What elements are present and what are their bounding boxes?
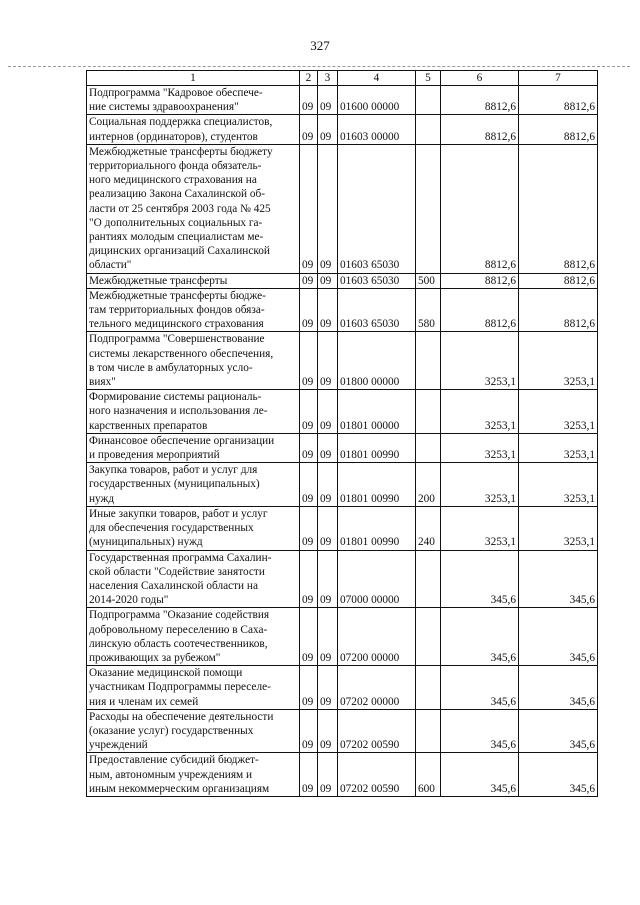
column-header-6: 6: [441, 71, 519, 86]
section-code-cell: 09: [300, 753, 318, 797]
row-name-line: виях": [89, 376, 116, 389]
row-name-line: Межбюджетные трансферты бюджету: [89, 145, 273, 158]
table-row: [87, 144, 598, 273]
row-name-line: карственных препаратов: [89, 419, 208, 432]
row-name-cell: [87, 709, 300, 753]
row-name-line: проживающих за рубежом": [89, 651, 221, 664]
target-article-cell: 01603 65030: [338, 273, 416, 288]
section-code-cell: 09: [300, 86, 318, 115]
amount-col6-cell: 345,6: [441, 709, 519, 753]
column-header-row: [87, 71, 598, 86]
row-name-line: интернов (ординаторов), студентов: [89, 130, 258, 143]
subsection-code-cell: 09: [318, 332, 338, 390]
target-article-cell: 07202 00590: [338, 753, 416, 797]
amount-col7-cell: 3253,1: [519, 390, 598, 434]
row-name-line: населения Сахалинской области на: [89, 579, 258, 592]
row-name-cell: [87, 332, 300, 390]
subsection-code-cell: 09: [318, 144, 338, 273]
row-name-line: Предоставление субсидий бюджет-: [89, 754, 259, 767]
amount-col6-cell: 8812,6: [441, 144, 519, 273]
table-body: [87, 86, 598, 797]
target-article-cell: 01603 65030: [338, 288, 416, 332]
expense-type-cell: [416, 608, 441, 666]
row-name-cell: [87, 463, 300, 507]
section-code-cell: 09: [300, 115, 318, 144]
amount-col6-cell: 8812,6: [441, 288, 519, 332]
column-header-5: 5: [416, 71, 441, 86]
row-name-line: Финансовое обеспечение организации: [89, 434, 275, 447]
row-name-line: ской области "Содействие занятости: [89, 565, 265, 578]
row-name-line: Оказание медицинской помощи: [89, 667, 243, 680]
amount-col7-cell: 345,6: [519, 550, 598, 608]
row-name-line: ного медицинского страхования на: [89, 174, 257, 187]
row-name-line: рантиях молодым специалистам ме-: [89, 231, 264, 244]
target-article-cell: 01801 00990: [338, 433, 416, 462]
row-name-line: ния и членам их семей: [89, 695, 199, 708]
subsection-code-cell: 09: [318, 753, 338, 797]
amount-col6-cell: 3253,1: [441, 433, 519, 462]
row-name-line: Государственная программа Сахалин-: [89, 551, 272, 564]
section-code-cell: 09: [300, 288, 318, 332]
row-name-line: ным, автономным учреждениям и: [89, 768, 253, 781]
subsection-code-cell: 09: [318, 666, 338, 710]
amount-col7-cell: 8812,6: [519, 144, 598, 273]
expense-type-cell: 240: [416, 506, 441, 550]
amount-col6-cell: 3253,1: [441, 506, 519, 550]
table-row: [87, 273, 598, 288]
target-article-cell: 07202 00000: [338, 666, 416, 710]
table-row: [87, 332, 598, 390]
target-article-cell: 01801 00990: [338, 463, 416, 507]
subsection-code-cell: 09: [318, 550, 338, 608]
row-name-line: ласти от 25 сентября 2003 года № 425: [89, 202, 271, 215]
table-row: [87, 86, 598, 115]
amount-col7-cell: 8812,6: [519, 288, 598, 332]
subsection-code-cell: 09: [318, 288, 338, 332]
row-name-line: нужд: [89, 492, 115, 505]
expense-type-cell: [416, 86, 441, 115]
column-header-7: 7: [519, 71, 598, 86]
row-name-line: Подпрограмма "Совершенствование: [89, 333, 265, 346]
row-name-line: "О дополнительных социальных га-: [89, 216, 263, 229]
target-article-cell: 01603 65030: [338, 144, 416, 273]
amount-col7-cell: 345,6: [519, 608, 598, 666]
subsection-code-cell: 09: [318, 608, 338, 666]
expense-type-cell: [416, 709, 441, 753]
subsection-code-cell: 09: [318, 390, 338, 434]
target-article-cell: 07202 00590: [338, 709, 416, 753]
row-name-line: Межбюджетные трансферты: [89, 274, 228, 287]
amount-col6-cell: 345,6: [441, 753, 519, 797]
amount-col6-cell: 8812,6: [441, 273, 519, 288]
row-name-line: Иные закупки товаров, работ и услуг: [89, 507, 268, 520]
row-name-cell: [87, 288, 300, 332]
row-name-cell: [87, 433, 300, 462]
column-header-2: 2: [300, 71, 318, 86]
row-name-cell: [87, 86, 300, 115]
budget-table: [86, 70, 598, 797]
header-divider: [8, 66, 630, 67]
row-name-line: и проведения мероприятий: [89, 449, 220, 462]
table-row: [87, 550, 598, 608]
subsection-code-cell: 09: [318, 709, 338, 753]
amount-col6-cell: 3253,1: [441, 390, 519, 434]
row-name-line: в том числе в амбулаторных усло-: [89, 361, 253, 374]
amount-col7-cell: 8812,6: [519, 115, 598, 144]
expense-type-cell: 580: [416, 288, 441, 332]
table-row: [87, 463, 598, 507]
expense-type-cell: [416, 550, 441, 608]
row-name-line: линскую область соотечественников,: [89, 637, 268, 650]
row-name-line: системы лекарственного обеспечения,: [89, 347, 274, 360]
column-header-4: 4: [338, 71, 416, 86]
table-row: [87, 288, 598, 332]
table-row: [87, 709, 598, 753]
target-article-cell: 01600 00000: [338, 86, 416, 115]
row-name-cell: [87, 753, 300, 797]
amount-col7-cell: 3253,1: [519, 332, 598, 390]
column-header-3: 3: [318, 71, 338, 86]
target-article-cell: 01800 00000: [338, 332, 416, 390]
amount-col7-cell: 345,6: [519, 753, 598, 797]
amount-col6-cell: 3253,1: [441, 463, 519, 507]
target-article-cell: 07000 00000: [338, 550, 416, 608]
target-article-cell: 01801 00000: [338, 390, 416, 434]
table-row: [87, 433, 598, 462]
row-name-line: 2014-2020 годы": [89, 594, 169, 607]
row-name-line: государственных (муниципальных): [89, 478, 260, 491]
row-name-cell: [87, 144, 300, 273]
page-number: 327: [310, 38, 330, 53]
amount-col6-cell: 3253,1: [441, 332, 519, 390]
row-name-line: ние системы здравоохранения": [89, 101, 239, 114]
row-name-line: Подпрограмма "Кадровое обеспече-: [89, 87, 263, 99]
amount-col6-cell: 345,6: [441, 608, 519, 666]
row-name-line: там территориальных фондов обяза-: [89, 304, 265, 317]
row-name-cell: [87, 666, 300, 710]
row-name-line: Подпрограмма "Оказание содействия: [89, 609, 270, 622]
row-name-line: Межбюджетные трансферты бюдже-: [89, 289, 266, 302]
subsection-code-cell: 09: [318, 86, 338, 115]
amount-col6-cell: 345,6: [441, 550, 519, 608]
target-article-cell: 07200 00000: [338, 608, 416, 666]
row-name-line: участникам Подпрограммы переселе-: [89, 681, 271, 694]
row-name-cell: [87, 115, 300, 144]
table-row: [87, 390, 598, 434]
expense-type-cell: [416, 144, 441, 273]
row-name-cell: [87, 608, 300, 666]
section-code-cell: 09: [300, 506, 318, 550]
row-name-line: области": [89, 259, 132, 272]
target-article-cell: 01603 00000: [338, 115, 416, 144]
amount-col7-cell: 3253,1: [519, 433, 598, 462]
row-name-line: дицинских организаций Сахалинской: [89, 245, 270, 258]
amount-col6-cell: 345,6: [441, 666, 519, 710]
target-article-cell: 01801 00990: [338, 506, 416, 550]
subsection-code-cell: 09: [318, 115, 338, 144]
expense-type-cell: [416, 390, 441, 434]
row-name-line: Расходы на обеспечение деятельности: [89, 710, 274, 723]
amount-col7-cell: 3253,1: [519, 506, 598, 550]
section-code-cell: 09: [300, 463, 318, 507]
row-name-line: (оказание услуг) государственных: [89, 724, 254, 737]
amount-col6-cell: 8812,6: [441, 115, 519, 144]
section-code-cell: 09: [300, 390, 318, 434]
expense-type-cell: [416, 332, 441, 390]
row-name-cell: [87, 273, 300, 288]
amount-col7-cell: 8812,6: [519, 86, 598, 115]
row-name-line: (муниципальных) нужд: [89, 536, 203, 549]
subsection-code-cell: 09: [318, 506, 338, 550]
expense-type-cell: [416, 433, 441, 462]
row-name-line: добровольному переселению в Саха-: [89, 623, 268, 636]
row-name-line: территориального фонда обязатель-: [89, 160, 262, 173]
row-name-line: для обеспечения государственных: [89, 522, 254, 535]
row-name-line: иным некоммерческим организациям: [89, 782, 270, 795]
row-name-line: учреждений: [89, 739, 148, 752]
table-row: [87, 608, 598, 666]
row-name-cell: [87, 390, 300, 434]
row-name-line: реализацию Закона Сахалинской об-: [89, 188, 266, 201]
expense-type-cell: 500: [416, 273, 441, 288]
row-name-line: Закупка товаров, работ и услуг для: [89, 464, 258, 477]
subsection-code-cell: 09: [318, 463, 338, 507]
section-code-cell: 09: [300, 273, 318, 288]
expense-type-cell: [416, 115, 441, 144]
section-code-cell: 09: [300, 433, 318, 462]
row-name-line: Социальная поддержка специалистов,: [89, 116, 273, 129]
table-row: [87, 115, 598, 144]
expense-type-cell: 200: [416, 463, 441, 507]
subsection-code-cell: 09: [318, 433, 338, 462]
subsection-code-cell: 09: [318, 273, 338, 288]
row-name-line: Формирование системы рациональ-: [89, 391, 262, 404]
section-code-cell: 09: [300, 666, 318, 710]
column-header-1: 1: [87, 71, 300, 86]
row-name-cell: [87, 506, 300, 550]
amount-col7-cell: 8812,6: [519, 273, 598, 288]
section-code-cell: 09: [300, 709, 318, 753]
expense-type-cell: 600: [416, 753, 441, 797]
table-row: [87, 506, 598, 550]
table-row: [87, 666, 598, 710]
row-name-line: ного назначения и использования ле-: [89, 405, 268, 418]
amount-col6-cell: 8812,6: [441, 86, 519, 115]
table-row: [87, 753, 598, 797]
row-name-cell: [87, 550, 300, 608]
expense-type-cell: [416, 666, 441, 710]
row-name-line: тельного медицинского страхования: [89, 318, 264, 331]
section-code-cell: 09: [300, 608, 318, 666]
section-code-cell: 09: [300, 144, 318, 273]
amount-col7-cell: 345,6: [519, 709, 598, 753]
amount-col7-cell: 345,6: [519, 666, 598, 710]
section-code-cell: 09: [300, 550, 318, 608]
amount-col7-cell: 3253,1: [519, 463, 598, 507]
section-code-cell: 09: [300, 332, 318, 390]
